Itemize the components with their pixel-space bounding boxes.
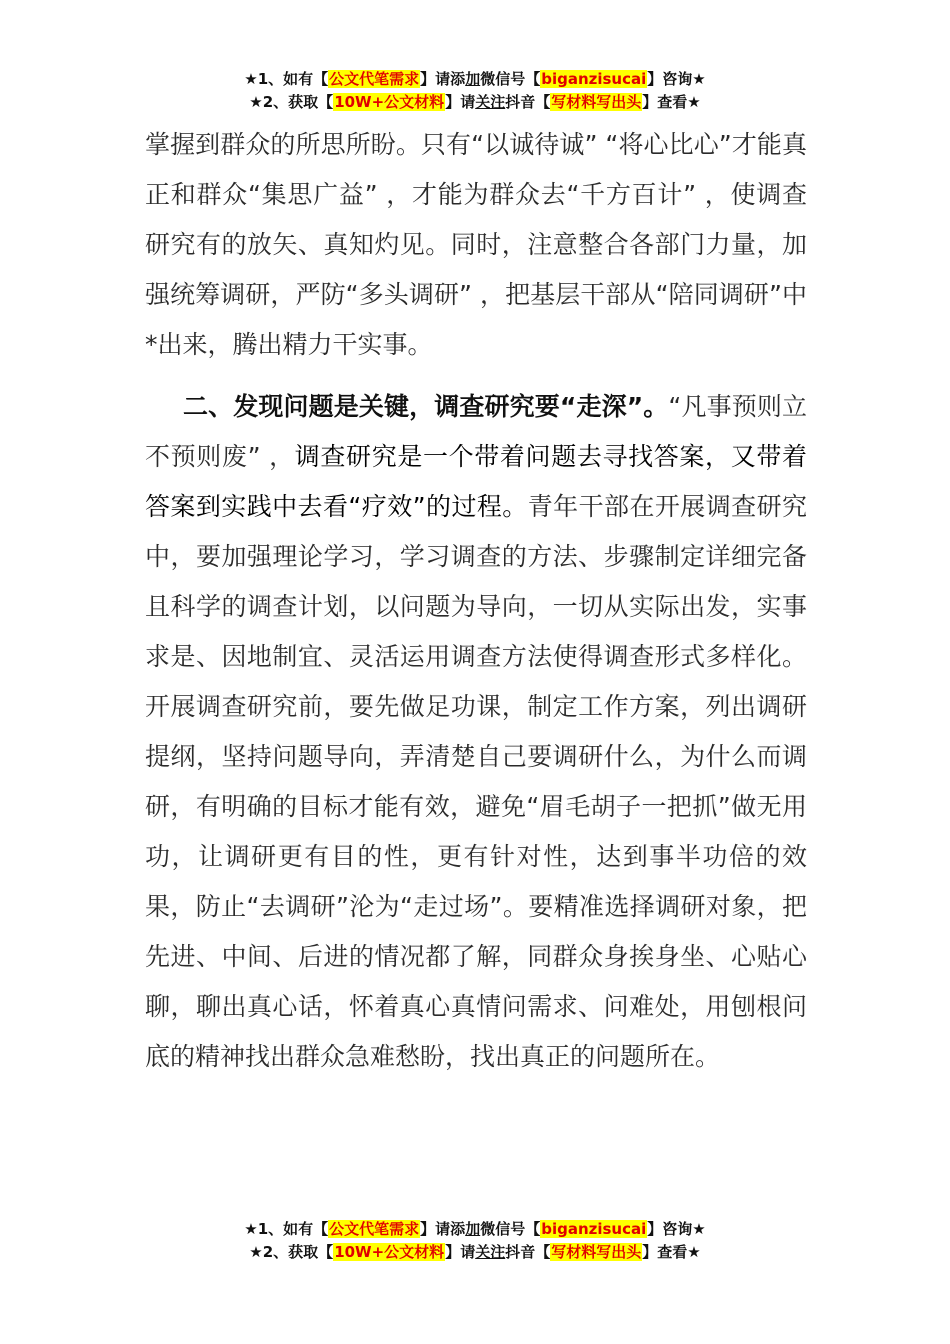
banner-underlined: 关注 (475, 1243, 506, 1261)
paragraph-2-definition: 调查研究是一个带着问题去寻找答案，又带着答案到实践中去看“疗效”的过程。 (145, 442, 807, 521)
paragraph-1: 掌握到群众的所思所盼。只有“以诚待诚” “将心比心”才能真正和群众“集思广益” ，才能为群众去“千方百计” ，使调查研究有的放矢、真知灼见。同时，注意整合各部门力量，加强统筹调研，严防“多头调研” ，把基层干部从“陪同调研”中*出来，腾出精力干实事。 (145, 130, 807, 359)
highlight-douyin: 写材料写出头 (551, 1243, 642, 1261)
highlight-wechat-id: biganzisucai (541, 1220, 647, 1238)
banner-text: 】请添 (420, 70, 466, 88)
header-banner (0, 68, 950, 114)
banner-line-1 (0, 68, 950, 91)
banner-text: 】请添 (420, 1220, 466, 1238)
footer-banner (0, 1218, 950, 1264)
banner-underlined: 加 (465, 70, 481, 88)
banner-text: ★1、如有【 (244, 70, 329, 88)
banner-text: 微信号【 (480, 1220, 541, 1238)
banner-text: ★2、获取【 (249, 1243, 334, 1261)
banner-underlined: 加 (465, 1220, 481, 1238)
highlight-materials: 10W+公文材料 (334, 93, 445, 111)
banner-text: ★2、获取【 (249, 93, 334, 111)
document-body (145, 120, 807, 1082)
highlight-service: 公文代笔需求 (329, 70, 420, 88)
highlight-douyin: 写材料写出头 (551, 93, 642, 111)
banner-text: 微信号【 (480, 70, 541, 88)
banner-text: ★1、如有【 (244, 1220, 329, 1238)
banner-text: 】请 (445, 93, 476, 111)
highlight-wechat-id: biganzisucai (541, 70, 647, 88)
footer-line-1 (0, 1218, 950, 1241)
banner-text: 】咨询★ (647, 70, 706, 88)
footer-line-2 (0, 1241, 950, 1264)
banner-text: 】咨询★ (647, 1220, 706, 1238)
paragraph-2-quote: “凡事预则立不预则废” ， (145, 392, 807, 471)
paragraph-2-body: 青年干部在开展调查研究中，要加强理论学习，学习调查的方法、步骤制定详细完备且科学的调查计划，以问题为导向，一切从实际出发，实事求是、因地制宜、灵活运用调查方法使得调查形式多样化。 开展调查研究前，要先做足功课，制定工作方案，列出调研提纲，坚持问题导向，弄清楚自己要调研什么，为什么而调研，有明确的目标才能有效，避免“眉毛胡子一把抓”做无用功，让调研更有目的性，更有针对性，达到事半功倍的效果，防止“去调研”沦为“走过场”。要精准选择调研对象，把先进、中间、后进的情况都了解，同群众身挨身坐、心贴心聊，聊出真心话，怀着真心真情问需求、问难处，用刨根问底的精神找出群众急难愁盼，找出真正的问题所在。 (145, 492, 807, 1071)
highlight-materials: 10W+公文材料 (334, 1243, 445, 1261)
banner-text: 】请 (445, 1243, 476, 1261)
paragraph-2 (145, 382, 807, 1082)
highlight-service: 公文代笔需求 (329, 1220, 420, 1238)
banner-text: 】查看★ (642, 93, 701, 111)
banner-text: 抖音【 (505, 1243, 551, 1261)
banner-underlined: 关注 (475, 93, 506, 111)
banner-line-2 (0, 91, 950, 114)
banner-text: 】查看★ (642, 1243, 701, 1261)
banner-text: 抖音【 (505, 93, 551, 111)
section-heading: 二、发现问题是关键，调查研究要“走深”。 (183, 392, 669, 421)
